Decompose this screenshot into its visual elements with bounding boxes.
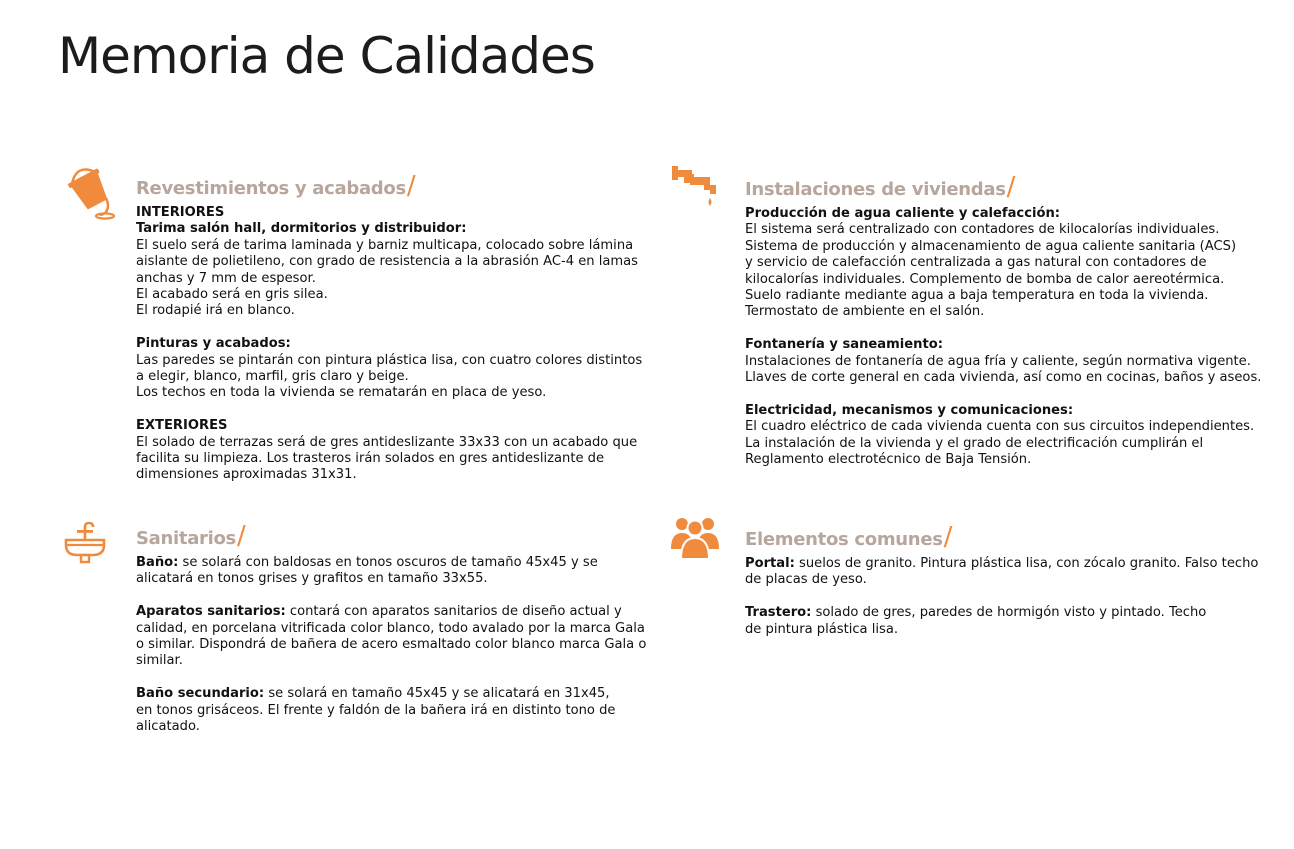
label-portal: Portal: — [745, 556, 795, 571]
page-title: Memoria de Calidades — [58, 27, 595, 85]
section-heading — [136, 521, 646, 551]
people-group-icon — [670, 513, 720, 559]
text-line: solado de gres, paredes de hormigón visto y pintado. Techo — [811, 605, 1207, 621]
text-line: Sistema de producción y almacenamiento de agua caliente sanitaria (ACS) — [745, 238, 1237, 254]
text-line: El solado de terrazas será de gres antideslizante 33x33 con un acabado que — [136, 434, 638, 450]
text-line: Suelo radiante mediante agua a baja temperatura en toda la vivienda. — [745, 288, 1209, 304]
section-heading — [136, 171, 642, 201]
paragraph-interiores — [136, 205, 642, 320]
heading-text: Sanitarios — [136, 528, 236, 549]
text-line: en tonos grisáceos. El frente y faldón de la bañera irá en distinto tono de — [136, 702, 616, 718]
heading-slash: / — [1006, 172, 1016, 202]
subheading-tarima: Tarima salón hall, dormitorios y distribuidor: — [136, 221, 467, 237]
text-line: kilocalorías individuales. Complemento de bomba de calor aereotérmica. — [745, 271, 1225, 287]
text-line: Reglamento electrotécnico de Baja Tensión. — [745, 452, 1032, 468]
text-line: o similar. Dispondrá de bañera de acero esmaltado color blanco marca Gala o — [136, 637, 647, 653]
subheading-electricidad: Electricidad, mecanismos y comunicaciones: — [745, 402, 1074, 418]
text-line: El sistema será centralizado con contadores de kilocalorías individuales. — [745, 222, 1220, 238]
paragraph-aparatos — [136, 604, 646, 670]
section-heading — [745, 172, 1261, 202]
subheading-pinturas: Pinturas y acabados: — [136, 336, 291, 352]
text-line: alicatará en tonos grises y grafitos en tamaño 33x55. — [136, 571, 488, 587]
paragraph-pinturas — [136, 336, 642, 402]
text-line: dimensiones aproximadas 31x31. — [136, 467, 357, 483]
paint-bucket-icon — [66, 164, 118, 220]
faucet-icon — [670, 164, 720, 210]
text-line: anchas y 7 mm de espesor. — [136, 270, 316, 286]
text-line: Las paredes se pintarán con pintura plástica lisa, con cuatro colores distintos — [136, 352, 643, 368]
text-line: Llaves de corte general en cada vivienda, así como en cocinas, baños y aseos. — [745, 370, 1262, 386]
paragraph-bano-secundario — [136, 686, 646, 735]
subheading-agua-caliente: Producción de agua caliente y calefacción: — [745, 206, 1060, 221]
paragraph-trastero — [745, 605, 1258, 638]
text-line: La instalación de la vivienda y el grado de electrificación cumplirán el — [745, 435, 1204, 451]
text-line: calidad, en porcelana vitrificada color blanco, todo avalado por la marca Gala — [136, 620, 645, 636]
section-heading — [745, 522, 1258, 552]
paragraph-portal — [745, 556, 1258, 589]
subheading-fontaneria: Fontanería y saneamiento: — [745, 337, 943, 353]
heading-slash: / — [943, 522, 953, 552]
heading-text: Revestimientos y acabados — [136, 178, 406, 199]
paragraph-bano — [136, 555, 646, 588]
text-line: se solará con baldosas en tonos oscuros de tamaño 45x45 y se — [178, 555, 598, 570]
text-line: similar. — [136, 653, 183, 669]
paragraph-exteriores — [136, 418, 642, 484]
label-aparatos: Aparatos sanitarios: — [136, 604, 286, 620]
text-line: de placas de yeso. — [745, 572, 867, 588]
heading-text: Elementos comunes — [745, 529, 943, 550]
paragraph-fontaneria — [745, 337, 1261, 386]
subheading-interiores: INTERIORES — [136, 205, 225, 220]
text-line: suelos de granito. Pintura plástica lisa, con zócalo granito. Falso techo — [794, 556, 1259, 571]
text-line: aislante de polietileno, con grado de resistencia a la abrasión AC-4 en lamas — [136, 254, 638, 270]
label-trastero: Trastero: — [745, 605, 812, 621]
subheading-exteriores: EXTERIORES — [136, 418, 228, 434]
text-line: facilita su limpieza. Los trasteros irán solados en gres antideslizante de — [136, 451, 605, 467]
heading-text: Instalaciones de viviendas — [745, 179, 1006, 200]
paragraph-electricidad — [745, 403, 1261, 469]
text-line: Termostato de ambiente en el salón. — [745, 304, 985, 320]
text-line: El rodapié irá en blanco. — [136, 303, 295, 319]
text-line: contará con aparatos sanitarios de diseño actual y — [285, 604, 622, 620]
paragraph-agua-caliente — [745, 206, 1261, 321]
text-line: El acabado será en gris silea. — [136, 287, 328, 303]
text-line: a elegir, blanco, marfil, gris claro y beige. — [136, 369, 409, 385]
sink-icon — [63, 521, 107, 565]
label-bano-secundario: Baño secundario: — [136, 686, 265, 702]
text-line: y servicio de calefacción centralizada a gas natural con contadores de — [745, 255, 1207, 271]
label-bano: Baño: — [136, 555, 179, 570]
text-line: Instalaciones de fontanería de agua fría y caliente, según normativa vigente. — [745, 353, 1251, 369]
text-line: El suelo será de tarima laminada y barniz multicapa, colocado sobre lámina — [136, 237, 634, 253]
text-line: El cuadro eléctrico de cada vivienda cuenta con sus circuitos independientes. — [745, 419, 1255, 435]
text-line: alicatado. — [136, 719, 200, 735]
text-line: se solará en tamaño 45x45 y se alicatará en 31x45, — [264, 686, 610, 702]
heading-slash: / — [236, 521, 246, 551]
text-line: Los techos en toda la vivienda se rematarán en placa de yeso. — [136, 385, 547, 401]
text-line: de pintura plástica lisa. — [745, 621, 899, 637]
heading-slash: / — [406, 171, 416, 201]
